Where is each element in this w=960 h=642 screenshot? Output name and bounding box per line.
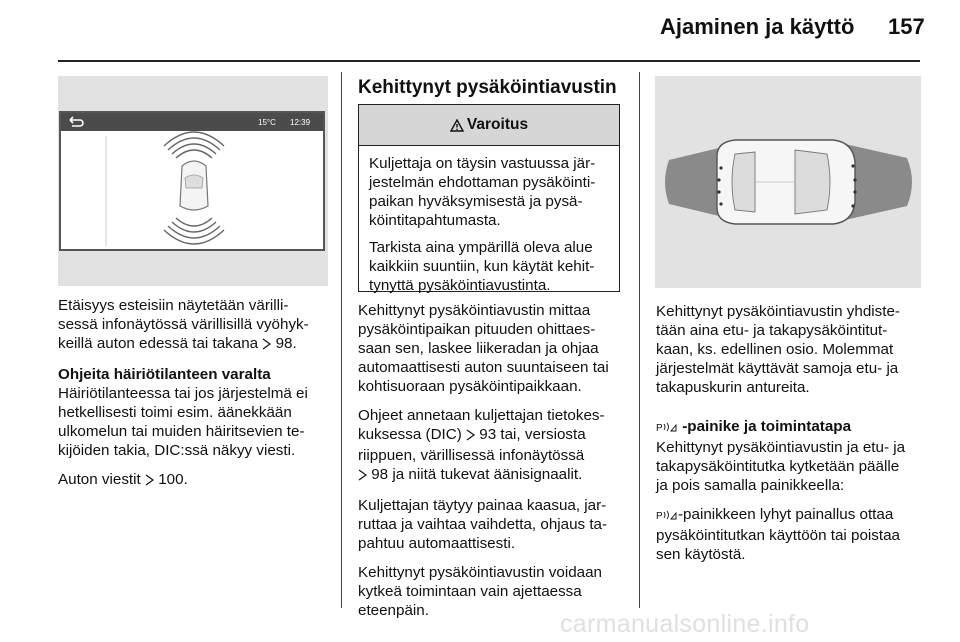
paragraph-combined-system: Kehittynyt pysäköintiavustin yhdiste- tään aina etu- ja takapysäköintitut- kaan, ks. edellinen osio. Molemmat järjestelmät käyttävät samoja etu- ja takapuskurin antureita.	[656, 303, 900, 396]
page-number: 157	[888, 14, 925, 39]
paragraph-measures-space: Kehittynyt pysäköintiavustin mittaa pysäköintipaikan pituuden ohittaes- saan sen, laskee liikeradan ja ohjaa automaattisesti auton suuntaiseen tai kohtisuoraan pysäköintipaikkaan.	[358, 302, 609, 395]
paragraph-vehicle-messages: Auton viestit 100.	[58, 470, 336, 491]
middle-column-body	[358, 301, 638, 630]
paragraph-button-toggle: Kehittynyt pysäköintiavustin ja etu- ja takapysäköintitutka kytketään päälle ja pois samalla painikkeella:	[656, 439, 906, 494]
page-link-100[interactable]: 100.	[158, 471, 188, 488]
car-top-view	[180, 161, 208, 210]
svg-text:P: P	[656, 423, 663, 433]
warning-header	[359, 105, 619, 146]
warning-paragraph-2: Tarkista aina ympärillä oleva alue kaikkiin suuntiin, kun käytät kehit- tynyttä pysäköintiavustinta.	[369, 239, 595, 294]
left-column	[58, 296, 336, 501]
figure-car-sensors	[655, 76, 921, 288]
page-reference-icon	[145, 472, 154, 491]
paragraph-short-press: P -painikkeen lyhyt painallus ottaa pysäköintitutkan käyttöön tai poistaa sen käytöstä.	[656, 506, 900, 563]
page-link-98[interactable]: 98.	[275, 335, 297, 352]
car-sensor-illustration	[655, 76, 921, 288]
column-divider-1	[341, 72, 342, 608]
page-link-93[interactable]: 93 tai, versiosta	[479, 426, 586, 443]
warning-title: Varoitus	[466, 116, 529, 133]
page-link-98[interactable]: 98 ja niitä tukevat äänisignaalit.	[371, 466, 583, 483]
display-temperature: 15°C	[258, 118, 276, 127]
figure-info-display	[58, 76, 328, 286]
paragraph-distance-display: Etäisyys esteisiin näytetään värilli- sessä infonäytössä värillisillä vyöhyk- keillä auton edessä tai takana 98.	[58, 296, 336, 355]
paragraph-instructions: Ohjeet annetaan kuljettajan tietokes- kuksessa (DIC) 93 tai, versiosta riippuen, värillisessä infonäytössä 98 ja niitä tukevat äänisignaalit.	[358, 406, 638, 486]
warning-box	[358, 104, 620, 292]
svg-text:P: P	[656, 511, 663, 521]
button-heading: P -painike ja toimintatapa	[656, 417, 924, 438]
info-display-illustration	[58, 76, 328, 286]
watermark: carmanualsonline.info	[560, 610, 810, 638]
car-top-view	[717, 140, 855, 224]
paragraph-fault: Häiriötilanteessa tai jos järjestelmä ei hetkellisesti toimi esim. äänekkään ulkomelun tai muiden häiritsevien te- kijöiden takia, DIC:ssä näkyy viesti.	[58, 385, 308, 459]
page-reference-icon	[466, 427, 475, 446]
header-rule	[58, 60, 920, 62]
column-divider-2	[639, 72, 640, 608]
fault-heading: Ohjeita häiriötilanteen varalta	[58, 366, 271, 383]
paragraph-driver-actions: Kuljettajan täytyy painaa kaasua, jar- ruttaa ja vaihtaa vaihdetta, ohjaus ta- pahtuu automaattisesti.	[358, 497, 608, 552]
page-reference-icon	[262, 336, 271, 355]
display-time: 12:39	[290, 118, 311, 127]
warning-paragraph-1: Kuljettaja on täysin vastuussa jär- jestelmän ehdottaman pysäköinti- paikan hyväksymisestä ja pysä- köintitapahtumasta.	[369, 155, 596, 229]
page-reference-icon	[358, 467, 367, 486]
warning-triangle-icon	[450, 119, 464, 132]
parking-assist-button-icon	[656, 419, 678, 438]
section-heading: Kehittynyt pysäköintiavustin	[358, 77, 617, 98]
right-column	[656, 302, 924, 574]
running-head-title: Ajaminen ja käyttö	[660, 14, 855, 39]
parking-assist-button-icon	[656, 507, 678, 526]
rear-sensor-zone	[665, 148, 719, 216]
paragraph-forward-only: Kehittynyt pysäköintiavustin voidaan kytkeä toimintaan vain ajettaessa eteenpäin.	[358, 564, 602, 619]
